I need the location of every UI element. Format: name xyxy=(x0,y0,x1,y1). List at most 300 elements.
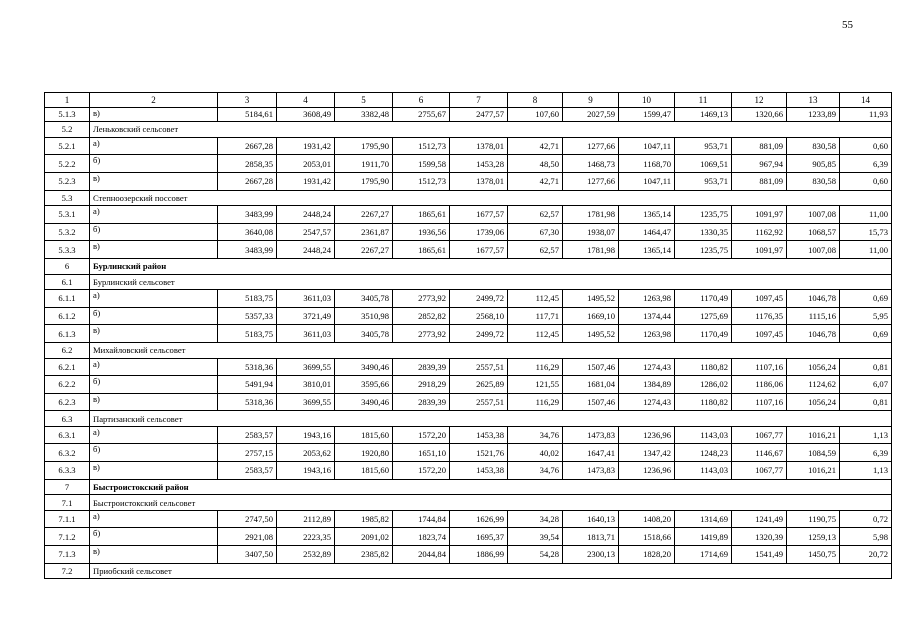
column-header: 9 xyxy=(563,93,619,108)
value-cell: 1468,73 xyxy=(563,155,619,173)
value-cell: 1507,46 xyxy=(563,393,619,411)
row-variant: в) xyxy=(90,107,218,122)
subsection-row xyxy=(45,495,892,511)
value-cell: 0,72 xyxy=(840,510,892,528)
value-cell: 1681,04 xyxy=(563,376,619,394)
value-cell: 1828,20 xyxy=(619,546,675,564)
value-cell: 1473,83 xyxy=(563,426,619,444)
row-code: 5.2.1 xyxy=(45,137,90,155)
value-cell: 1168,70 xyxy=(619,155,675,173)
value-cell: 1236,96 xyxy=(619,426,675,444)
value-cell: 11,93 xyxy=(840,107,892,122)
value-cell: 34,76 xyxy=(508,462,563,480)
value-cell: 5184,61 xyxy=(218,107,277,122)
value-cell: 1886,99 xyxy=(450,546,508,564)
value-cell: 1507,46 xyxy=(563,358,619,376)
value-cell: 1190,75 xyxy=(787,510,840,528)
column-header: 5 xyxy=(335,93,393,108)
value-cell: 1453,38 xyxy=(450,426,508,444)
value-cell: 1046,78 xyxy=(787,325,840,343)
value-cell: 1626,99 xyxy=(450,510,508,528)
value-cell: 1107,16 xyxy=(732,358,787,376)
subsection-title: Быстроистокский сельсовет xyxy=(90,495,892,511)
column-header: 3 xyxy=(218,93,277,108)
value-cell: 1,13 xyxy=(840,462,892,480)
table-body xyxy=(45,93,892,579)
value-cell: 1274,43 xyxy=(619,358,675,376)
value-cell: 1274,43 xyxy=(619,393,675,411)
table-row xyxy=(45,462,892,480)
value-cell: 1124,62 xyxy=(787,376,840,394)
value-cell: 1067,77 xyxy=(732,462,787,480)
row-code: 5.2.3 xyxy=(45,172,90,190)
column-header: 6 xyxy=(393,93,450,108)
page-number: 55 xyxy=(842,19,853,31)
value-cell: 1469,13 xyxy=(675,107,732,122)
table-row xyxy=(45,393,892,411)
value-cell: 3611,03 xyxy=(277,325,335,343)
value-cell: 2667,28 xyxy=(218,172,277,190)
row-code: 6.3 xyxy=(45,411,90,427)
subsection-title: Михайловский сельсовет xyxy=(90,342,892,358)
value-cell: 1931,42 xyxy=(277,172,335,190)
value-cell: 1056,24 xyxy=(787,393,840,411)
value-cell: 1069,51 xyxy=(675,155,732,173)
table-row xyxy=(45,528,892,546)
value-cell: 2625,89 xyxy=(450,376,508,394)
row-variant: б) xyxy=(90,444,218,462)
value-cell: 1920,80 xyxy=(335,444,393,462)
subsection-row xyxy=(45,122,892,138)
row-variant: а) xyxy=(90,358,218,376)
value-cell: 11,00 xyxy=(840,206,892,224)
value-cell: 1180,82 xyxy=(675,393,732,411)
value-cell: 1263,98 xyxy=(619,290,675,308)
value-cell: 5,98 xyxy=(840,528,892,546)
value-cell: 11,00 xyxy=(840,241,892,259)
value-cell: 1512,73 xyxy=(393,137,450,155)
value-cell: 1320,66 xyxy=(732,107,787,122)
table-row xyxy=(45,137,892,155)
value-cell: 62,57 xyxy=(508,241,563,259)
value-cell: 2448,24 xyxy=(277,206,335,224)
row-variant: а) xyxy=(90,510,218,528)
value-cell: 1374,44 xyxy=(619,307,675,325)
value-cell: 3405,78 xyxy=(335,290,393,308)
value-cell: 2448,24 xyxy=(277,241,335,259)
value-cell: 0,81 xyxy=(840,358,892,376)
value-cell: 1813,71 xyxy=(563,528,619,546)
value-cell: 2568,10 xyxy=(450,307,508,325)
value-cell: 1865,61 xyxy=(393,206,450,224)
table-row xyxy=(45,155,892,173)
value-cell: 2583,57 xyxy=(218,462,277,480)
value-cell: 1695,37 xyxy=(450,528,508,546)
value-cell: 1408,20 xyxy=(619,510,675,528)
value-cell: 5318,36 xyxy=(218,358,277,376)
value-cell: 3483,99 xyxy=(218,206,277,224)
value-cell: 1277,66 xyxy=(563,137,619,155)
value-cell: 1143,03 xyxy=(675,426,732,444)
value-cell: 1115,16 xyxy=(787,307,840,325)
column-header: 8 xyxy=(508,93,563,108)
value-cell: 1640,13 xyxy=(563,510,619,528)
value-cell: 1464,47 xyxy=(619,223,675,241)
value-cell: 1795,90 xyxy=(335,172,393,190)
value-cell: 1263,98 xyxy=(619,325,675,343)
value-cell: 1314,69 xyxy=(675,510,732,528)
value-cell: 3611,03 xyxy=(277,290,335,308)
value-cell: 121,55 xyxy=(508,376,563,394)
table-row xyxy=(45,307,892,325)
value-cell: 1781,98 xyxy=(563,206,619,224)
value-cell: 1235,75 xyxy=(675,206,732,224)
value-cell: 1047,11 xyxy=(619,137,675,155)
row-variant: б) xyxy=(90,155,218,173)
value-cell: 6,39 xyxy=(840,444,892,462)
row-code: 7.2 xyxy=(45,563,90,579)
value-cell: 1016,21 xyxy=(787,462,840,480)
row-code: 6.2.2 xyxy=(45,376,90,394)
row-code: 7.1 xyxy=(45,495,90,511)
value-cell: 2747,50 xyxy=(218,510,277,528)
value-cell: 3608,49 xyxy=(277,107,335,122)
subsection-title: Степноозерский поссовет xyxy=(90,190,892,206)
row-code: 6.3.3 xyxy=(45,462,90,480)
row-code: 7.1.1 xyxy=(45,510,90,528)
district-row xyxy=(45,479,892,495)
row-code: 5.2 xyxy=(45,122,90,138)
value-cell: 0,69 xyxy=(840,290,892,308)
value-cell: 1651,10 xyxy=(393,444,450,462)
column-header: 7 xyxy=(450,93,508,108)
value-cell: 1107,16 xyxy=(732,393,787,411)
row-code: 6.1 xyxy=(45,274,90,290)
value-cell: 1815,60 xyxy=(335,426,393,444)
value-cell: 3595,66 xyxy=(335,376,393,394)
value-cell: 1241,49 xyxy=(732,510,787,528)
value-cell: 116,29 xyxy=(508,358,563,376)
value-cell: 2839,39 xyxy=(393,358,450,376)
value-cell: 3699,55 xyxy=(277,393,335,411)
value-cell: 42,71 xyxy=(508,137,563,155)
value-cell: 1097,45 xyxy=(732,290,787,308)
subsection-row xyxy=(45,342,892,358)
value-cell: 0,69 xyxy=(840,325,892,343)
row-variant: а) xyxy=(90,137,218,155)
value-cell: 2223,35 xyxy=(277,528,335,546)
value-cell: 1943,16 xyxy=(277,462,335,480)
value-cell: 1384,89 xyxy=(619,376,675,394)
data-table xyxy=(44,92,892,579)
column-header: 14 xyxy=(840,93,892,108)
value-cell: 1378,01 xyxy=(450,172,508,190)
value-cell: 2839,39 xyxy=(393,393,450,411)
value-cell: 1007,08 xyxy=(787,206,840,224)
value-cell: 1512,73 xyxy=(393,172,450,190)
table-row xyxy=(45,325,892,343)
value-cell: 1572,20 xyxy=(393,426,450,444)
row-code: 5.1.3 xyxy=(45,107,90,122)
row-variant: а) xyxy=(90,206,218,224)
value-cell: 1277,66 xyxy=(563,172,619,190)
value-cell: 3490,46 xyxy=(335,393,393,411)
district-title: Быстроистокский район xyxy=(90,479,892,495)
value-cell: 0,60 xyxy=(840,137,892,155)
value-cell: 1795,90 xyxy=(335,137,393,155)
value-cell: 3405,78 xyxy=(335,325,393,343)
table-row xyxy=(45,444,892,462)
value-cell: 1495,52 xyxy=(563,290,619,308)
value-cell: 1007,08 xyxy=(787,241,840,259)
value-cell: 1450,75 xyxy=(787,546,840,564)
row-variant: б) xyxy=(90,307,218,325)
value-cell: 2112,89 xyxy=(277,510,335,528)
value-cell: 2583,57 xyxy=(218,426,277,444)
table-row xyxy=(45,376,892,394)
value-cell: 40,02 xyxy=(508,444,563,462)
row-code: 5.3.3 xyxy=(45,241,90,259)
value-cell: 1016,21 xyxy=(787,426,840,444)
value-cell: 2477,57 xyxy=(450,107,508,122)
row-code: 6.2.3 xyxy=(45,393,90,411)
row-variant: в) xyxy=(90,241,218,259)
value-cell: 1521,76 xyxy=(450,444,508,462)
row-variant: в) xyxy=(90,393,218,411)
row-code: 6.1.1 xyxy=(45,290,90,308)
value-cell: 1091,97 xyxy=(732,206,787,224)
value-cell: 1365,14 xyxy=(619,206,675,224)
subsection-title: Леньковский сельсовет xyxy=(90,122,892,138)
row-code: 6.2.1 xyxy=(45,358,90,376)
value-cell: 1495,52 xyxy=(563,325,619,343)
value-cell: 1599,58 xyxy=(393,155,450,173)
subsection-title: Бурлинский сельсовет xyxy=(90,274,892,290)
value-cell: 1599,47 xyxy=(619,107,675,122)
value-cell: 1046,78 xyxy=(787,290,840,308)
value-cell: 1146,67 xyxy=(732,444,787,462)
value-cell: 1378,01 xyxy=(450,137,508,155)
subsection-title: Приобский сельсовет xyxy=(90,563,892,579)
value-cell: 2773,92 xyxy=(393,290,450,308)
district-title: Бурлинский район xyxy=(90,258,892,274)
value-cell: 1180,82 xyxy=(675,358,732,376)
row-code: 5.2.2 xyxy=(45,155,90,173)
value-cell: 967,94 xyxy=(732,155,787,173)
row-variant: в) xyxy=(90,325,218,343)
value-cell: 2547,57 xyxy=(277,223,335,241)
row-code: 5.3.1 xyxy=(45,206,90,224)
row-code: 6.3.1 xyxy=(45,426,90,444)
value-cell: 1911,70 xyxy=(335,155,393,173)
value-cell: 2053,01 xyxy=(277,155,335,173)
value-cell: 48,50 xyxy=(508,155,563,173)
value-cell: 1815,60 xyxy=(335,462,393,480)
value-cell: 2557,51 xyxy=(450,358,508,376)
value-cell: 1235,75 xyxy=(675,241,732,259)
value-cell: 1320,39 xyxy=(732,528,787,546)
value-cell: 3721,49 xyxy=(277,307,335,325)
row-variant: в) xyxy=(90,462,218,480)
row-code: 6.1.3 xyxy=(45,325,90,343)
row-variant: б) xyxy=(90,376,218,394)
value-cell: 1248,23 xyxy=(675,444,732,462)
value-cell: 1823,74 xyxy=(393,528,450,546)
value-cell: 2557,51 xyxy=(450,393,508,411)
value-cell: 1744,84 xyxy=(393,510,450,528)
value-cell: 1865,61 xyxy=(393,241,450,259)
value-cell: 5357,33 xyxy=(218,307,277,325)
value-cell: 0,81 xyxy=(840,393,892,411)
row-code: 5.3 xyxy=(45,190,90,206)
value-cell: 1938,07 xyxy=(563,223,619,241)
value-cell: 1170,49 xyxy=(675,325,732,343)
table-row xyxy=(45,290,892,308)
value-cell: 3382,48 xyxy=(335,107,393,122)
value-cell: 1453,28 xyxy=(450,155,508,173)
value-cell: 830,58 xyxy=(787,137,840,155)
value-cell: 1677,57 xyxy=(450,206,508,224)
value-cell: 3699,55 xyxy=(277,358,335,376)
value-cell: 1233,89 xyxy=(787,107,840,122)
value-cell: 3490,46 xyxy=(335,358,393,376)
value-cell: 2532,89 xyxy=(277,546,335,564)
value-cell: 1084,59 xyxy=(787,444,840,462)
row-variant: в) xyxy=(90,172,218,190)
value-cell: 54,28 xyxy=(508,546,563,564)
column-header: 13 xyxy=(787,93,840,108)
table-row xyxy=(45,172,892,190)
value-cell: 2773,92 xyxy=(393,325,450,343)
value-cell: 20,72 xyxy=(840,546,892,564)
value-cell: 881,09 xyxy=(732,172,787,190)
row-code: 7 xyxy=(45,479,90,495)
value-cell: 2091,02 xyxy=(335,528,393,546)
value-cell: 6,39 xyxy=(840,155,892,173)
value-cell: 67,30 xyxy=(508,223,563,241)
value-cell: 3510,98 xyxy=(335,307,393,325)
value-cell: 1572,20 xyxy=(393,462,450,480)
table-row xyxy=(45,546,892,564)
value-cell: 62,57 xyxy=(508,206,563,224)
table-row xyxy=(45,206,892,224)
value-cell: 1170,49 xyxy=(675,290,732,308)
value-cell: 1186,06 xyxy=(732,376,787,394)
value-cell: 830,58 xyxy=(787,172,840,190)
subsection-title: Партизанский сельсовет xyxy=(90,411,892,427)
value-cell: 2385,82 xyxy=(335,546,393,564)
value-cell: 5491,94 xyxy=(218,376,277,394)
value-cell: 1143,03 xyxy=(675,462,732,480)
row-variant: б) xyxy=(90,223,218,241)
subsection-row xyxy=(45,563,892,579)
value-cell: 112,45 xyxy=(508,290,563,308)
row-code: 7.1.2 xyxy=(45,528,90,546)
value-cell: 1162,92 xyxy=(732,223,787,241)
value-cell: 1781,98 xyxy=(563,241,619,259)
value-cell: 1275,69 xyxy=(675,307,732,325)
row-variant: б) xyxy=(90,528,218,546)
value-cell: 1714,69 xyxy=(675,546,732,564)
value-cell: 0,60 xyxy=(840,172,892,190)
value-cell: 881,09 xyxy=(732,137,787,155)
value-cell: 953,71 xyxy=(675,137,732,155)
value-cell: 1056,24 xyxy=(787,358,840,376)
value-cell: 2757,15 xyxy=(218,444,277,462)
value-cell: 107,60 xyxy=(508,107,563,122)
row-variant: а) xyxy=(90,426,218,444)
table-row xyxy=(45,107,892,122)
table-row xyxy=(45,426,892,444)
value-cell: 5,95 xyxy=(840,307,892,325)
value-cell: 1330,35 xyxy=(675,223,732,241)
table-row xyxy=(45,358,892,376)
value-cell: 39,54 xyxy=(508,528,563,546)
value-cell: 1931,42 xyxy=(277,137,335,155)
column-header: 10 xyxy=(619,93,675,108)
value-cell: 1091,97 xyxy=(732,241,787,259)
row-variant: а) xyxy=(90,290,218,308)
value-cell: 1286,02 xyxy=(675,376,732,394)
value-cell: 1677,57 xyxy=(450,241,508,259)
value-cell: 953,71 xyxy=(675,172,732,190)
row-code: 5.3.2 xyxy=(45,223,90,241)
subsection-row xyxy=(45,411,892,427)
value-cell: 2053,62 xyxy=(277,444,335,462)
table-header-row xyxy=(45,93,892,108)
row-code: 7.1.3 xyxy=(45,546,90,564)
table-row xyxy=(45,241,892,259)
column-header: 4 xyxy=(277,93,335,108)
value-cell: 6,07 xyxy=(840,376,892,394)
value-cell: 2027,59 xyxy=(563,107,619,122)
value-cell: 3483,99 xyxy=(218,241,277,259)
row-code: 6 xyxy=(45,258,90,274)
value-cell: 2499,72 xyxy=(450,290,508,308)
value-cell: 2852,82 xyxy=(393,307,450,325)
value-cell: 1943,16 xyxy=(277,426,335,444)
value-cell: 1067,77 xyxy=(732,426,787,444)
value-cell: 34,28 xyxy=(508,510,563,528)
value-cell: 1518,66 xyxy=(619,528,675,546)
value-cell: 1068,57 xyxy=(787,223,840,241)
table-row xyxy=(45,510,892,528)
value-cell: 1365,14 xyxy=(619,241,675,259)
table-row xyxy=(45,223,892,241)
value-cell: 2858,35 xyxy=(218,155,277,173)
subsection-row xyxy=(45,274,892,290)
value-cell: 1047,11 xyxy=(619,172,675,190)
row-variant: в) xyxy=(90,546,218,564)
column-header: 1 xyxy=(45,93,90,108)
value-cell: 3810,01 xyxy=(277,376,335,394)
value-cell: 5183,75 xyxy=(218,290,277,308)
value-cell: 1347,42 xyxy=(619,444,675,462)
value-cell: 1739,06 xyxy=(450,223,508,241)
value-cell: 116,29 xyxy=(508,393,563,411)
column-header: 2 xyxy=(90,93,218,108)
district-row xyxy=(45,258,892,274)
value-cell: 1541,49 xyxy=(732,546,787,564)
value-cell: 2361,87 xyxy=(335,223,393,241)
value-cell: 5318,36 xyxy=(218,393,277,411)
value-cell: 1647,41 xyxy=(563,444,619,462)
row-code: 6.2 xyxy=(45,342,90,358)
value-cell: 1473,83 xyxy=(563,462,619,480)
value-cell: 1669,10 xyxy=(563,307,619,325)
value-cell: 15,73 xyxy=(840,223,892,241)
column-header: 11 xyxy=(675,93,732,108)
